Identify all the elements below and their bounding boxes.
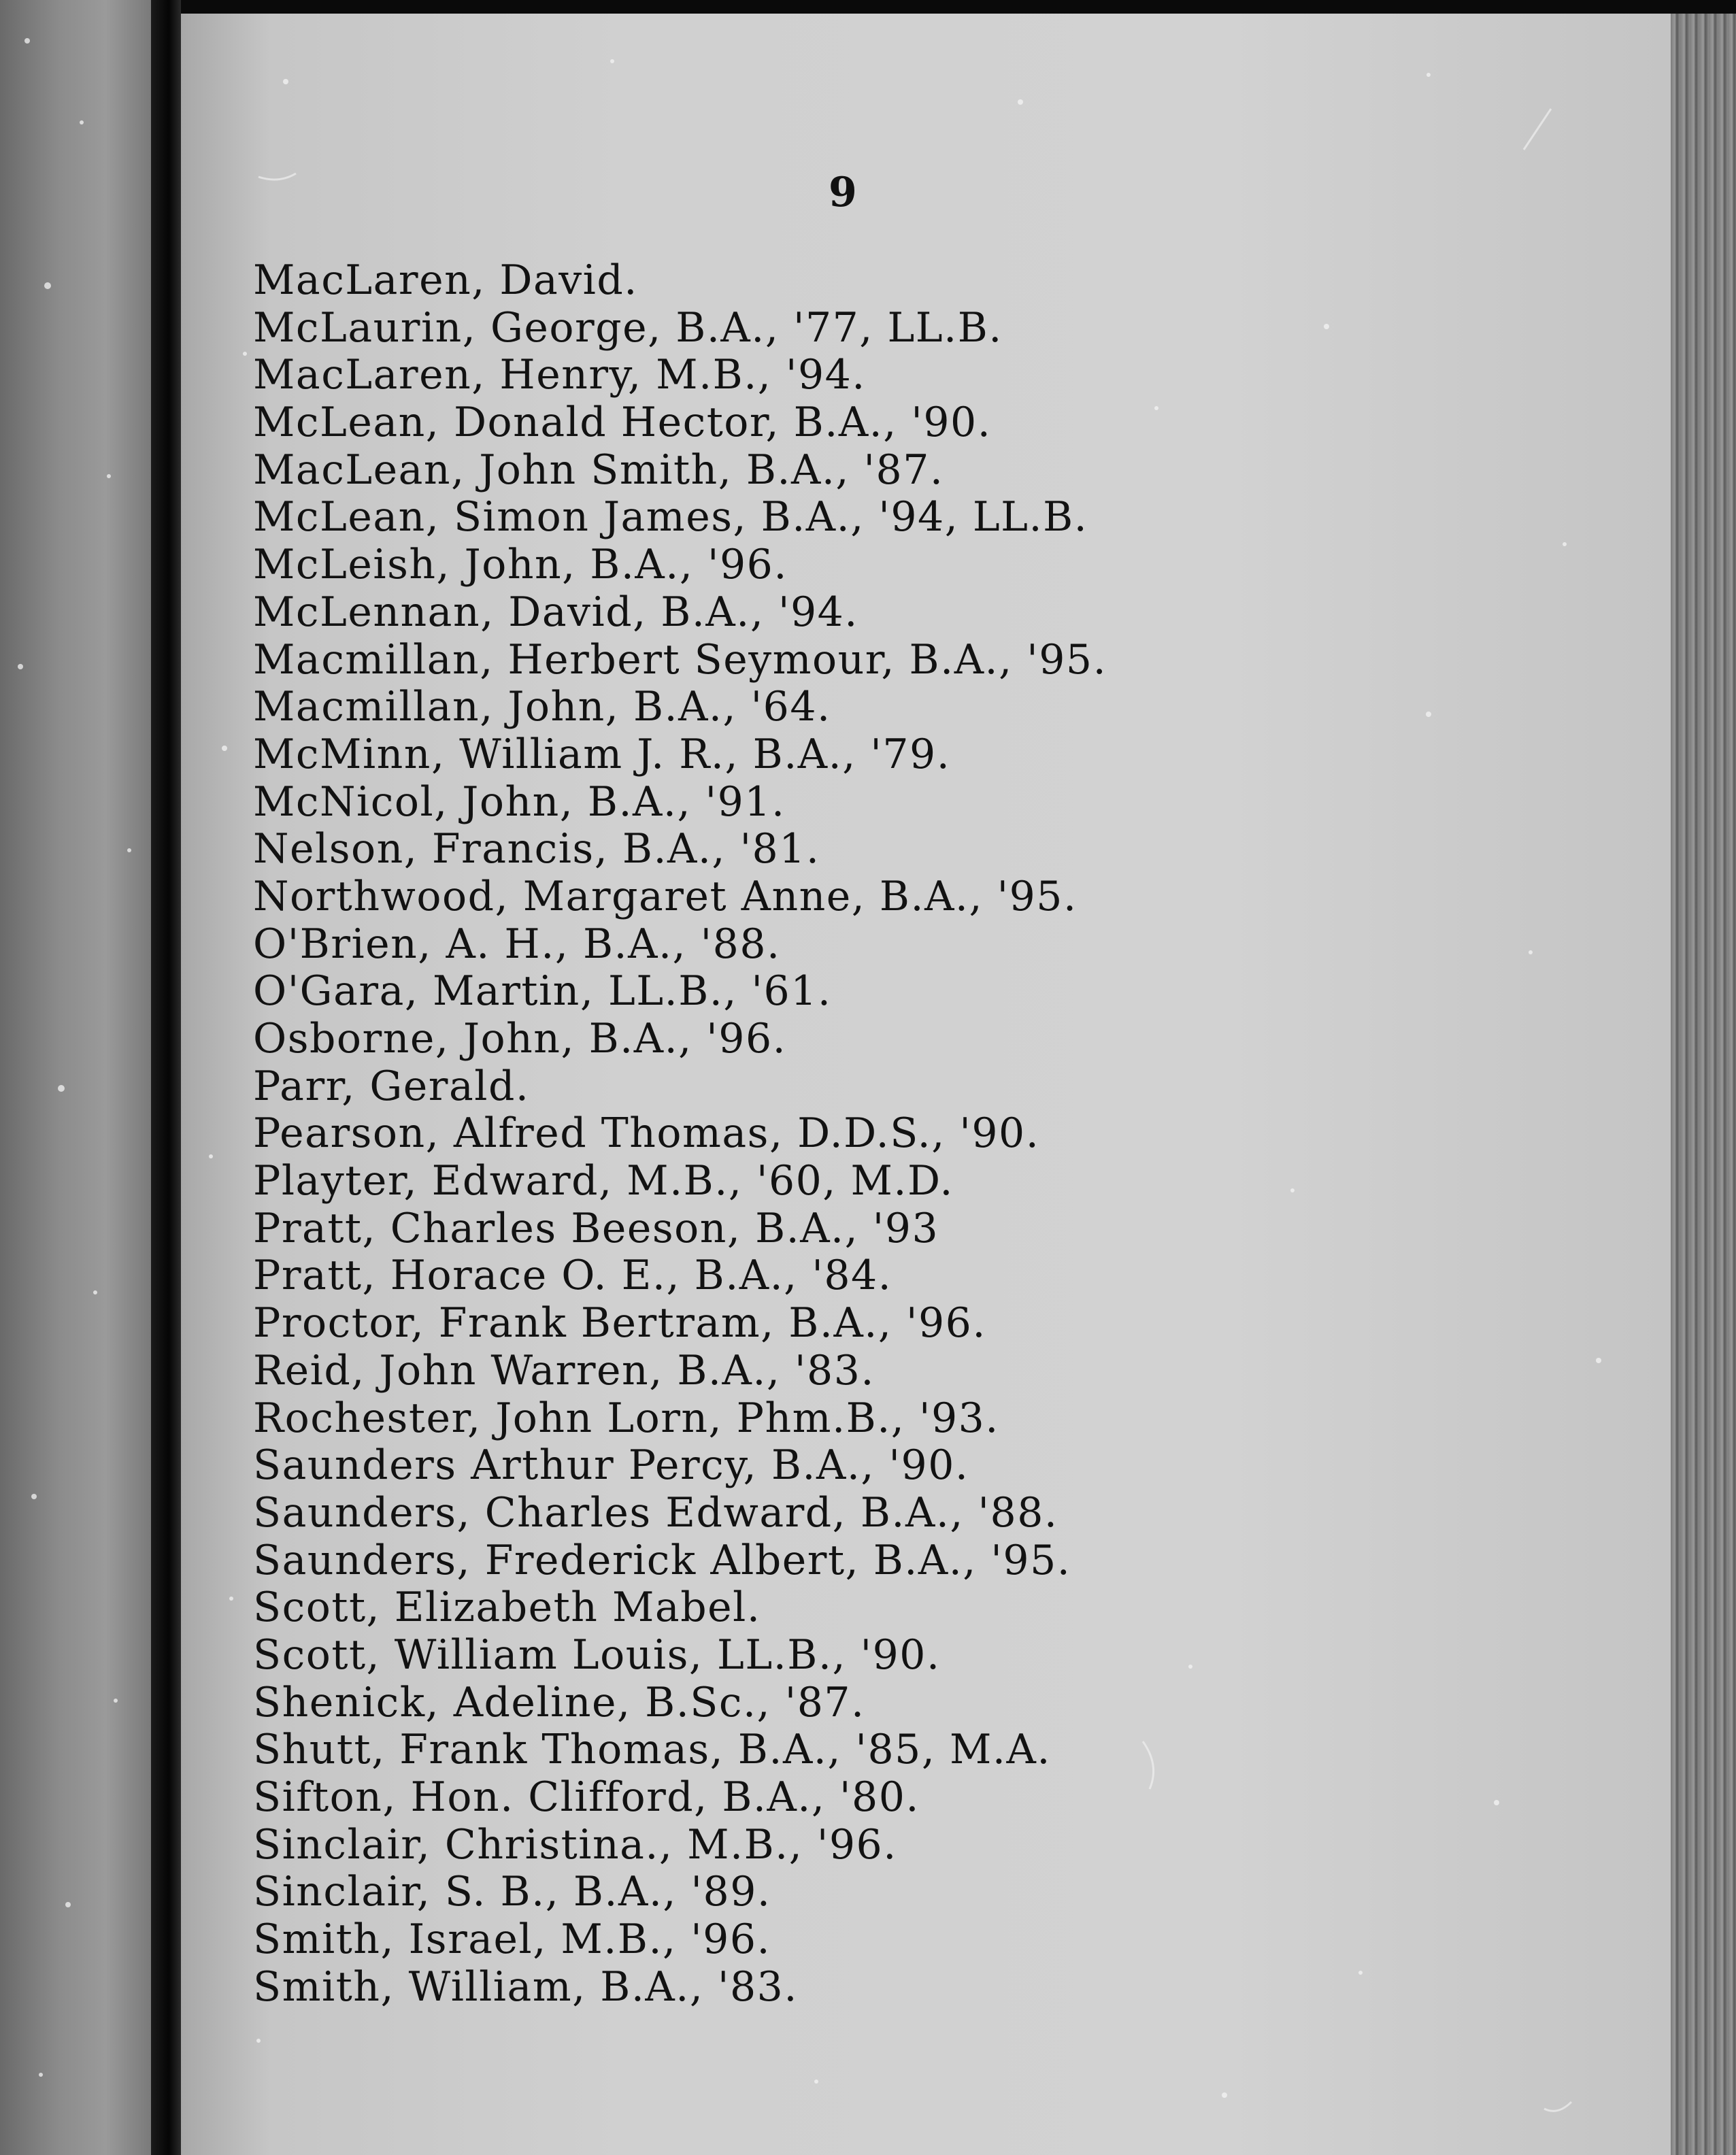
- list-item: McMinn, William J. R., B.A., '79.: [253, 730, 951, 778]
- list-item: Rochester, John Lorn, Phm.B., '93.: [253, 1394, 999, 1442]
- list-item: Saunders, Frederick Albert, B.A., '95.: [253, 1536, 1071, 1584]
- page-number: 9: [829, 169, 857, 216]
- list-item: MacLaren, David.: [253, 256, 638, 304]
- list-item: Scott, William Louis, LL.B., '90.: [253, 1631, 941, 1679]
- list-item: Reid, John Warren, B.A., '83.: [253, 1346, 875, 1394]
- list-item: McLeish, John, B.A., '96.: [253, 541, 788, 589]
- list-item: Sinclair, Christina., M.B., '96.: [253, 1820, 897, 1869]
- list-item: MacLaren, Henry, M.B., '94.: [253, 351, 866, 399]
- list-item: Parr, Gerald.: [253, 1062, 530, 1110]
- list-item: Smith, William, B.A., '83.: [253, 1962, 798, 2011]
- list-item: Northwood, Margaret Anne, B.A., '95.: [253, 872, 1078, 920]
- name-list: [253, 257, 1614, 2011]
- list-item: Macmillan, John, B.A., '64.: [253, 683, 831, 731]
- list-item: Saunders Arthur Percy, B.A., '90.: [253, 1441, 969, 1490]
- list-item: Sinclair, S. B., B.A., '89.: [253, 1868, 771, 1916]
- list-item: O'Brien, A. H., B.A., '88.: [253, 920, 781, 968]
- list-item: Sifton, Hon. Clifford, B.A., '80.: [253, 1773, 920, 1821]
- list-item: Playter, Edward, M.B., '60, M.D.: [253, 1157, 954, 1205]
- list-item: MacLean, John Smith, B.A., '87.: [253, 446, 944, 494]
- list-item: Scott, Elizabeth Mabel.: [253, 1584, 761, 1632]
- list-item: Osborne, John, B.A., '96.: [253, 1015, 787, 1063]
- list-item: Pearson, Alfred Thomas, D.D.S., '90.: [253, 1109, 1040, 1158]
- list-item: Proctor, Frank Bertram, B.A., '96.: [253, 1299, 986, 1348]
- list-item: O'Gara, Martin, LL.B., '61.: [253, 967, 832, 1016]
- list-item: Shutt, Frank Thomas, B.A., '85, M.A.: [253, 1726, 1051, 1774]
- list-item: McLaurin, George, B.A., '77, LL.B.: [253, 303, 1003, 352]
- list-item: Pratt, Charles Beeson, B.A., '93: [253, 1204, 939, 1252]
- list-item: McLennan, David, B.A., '94.: [253, 588, 858, 636]
- list-item: Shenick, Adeline, B.Sc., '87.: [253, 1678, 865, 1726]
- list-item: McLean, Simon James, B.A., '94, LL.B.: [253, 493, 1088, 541]
- list-item: Saunders, Charles Edward, B.A., '88.: [253, 1488, 1058, 1537]
- list-item: Pratt, Horace O. E., B.A., '84.: [253, 1252, 892, 1300]
- list-item: McLean, Donald Hector, B.A., '90.: [253, 399, 992, 447]
- list-item: McNicol, John, B.A., '91.: [253, 778, 786, 826]
- list-item: Macmillan, Herbert Seymour, B.A., '95.: [253, 635, 1107, 684]
- list-item: Smith, Israel, M.B., '96.: [253, 1916, 771, 1964]
- list-item: Nelson, Francis, B.A., '81.: [253, 825, 820, 873]
